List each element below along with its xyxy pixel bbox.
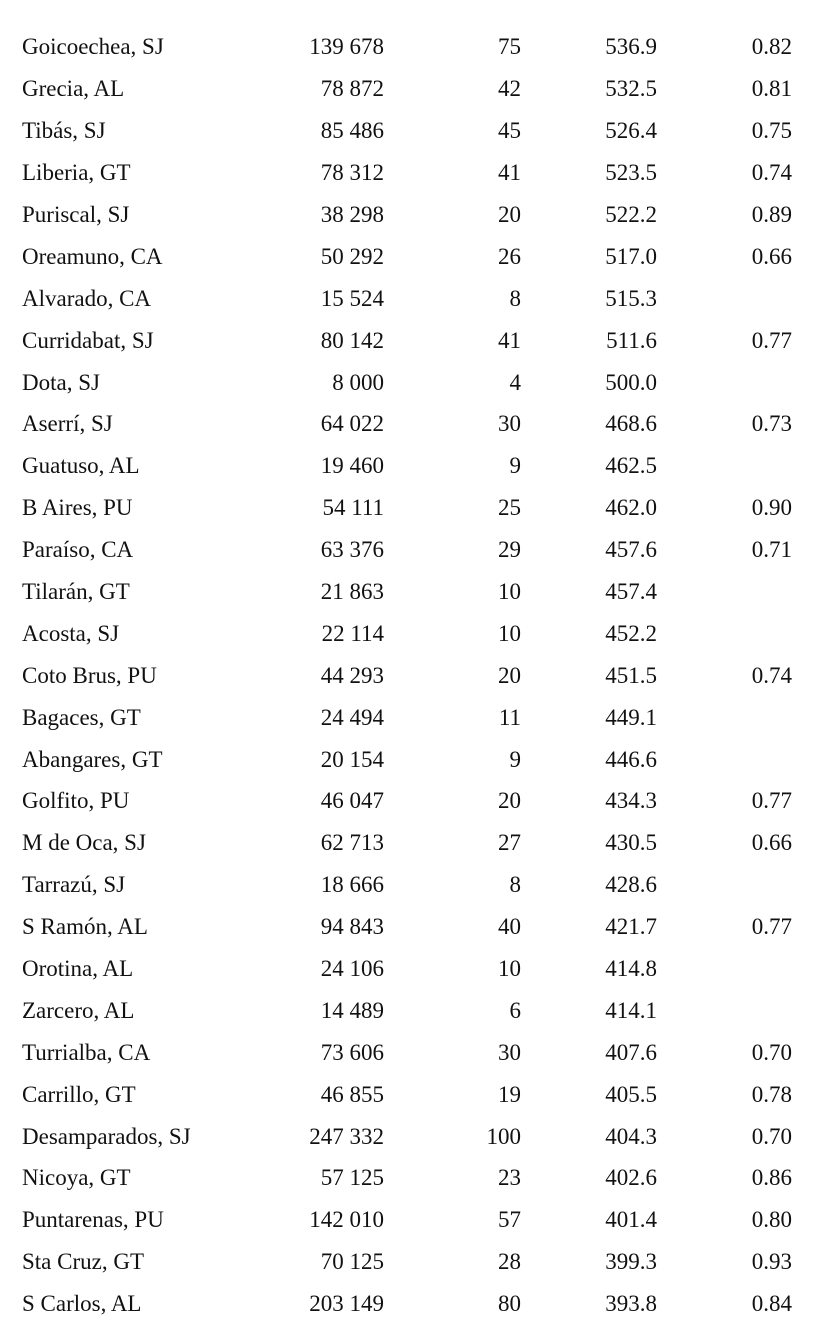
row-padding [792,780,822,822]
place-cell: Paraíso, CA [22,537,134,563]
place-cell: M de Oca, SJ [22,830,146,856]
index-cell: 0.71 [751,537,792,563]
row-padding [792,822,822,864]
cases-cell: 8 [509,872,521,898]
row-padding [792,696,822,738]
index-cell: 0.77 [751,914,792,940]
index-cell: 0.70 [751,1039,792,1065]
rate-cell: 462.0 [605,495,657,521]
cases-cell: 26 [498,243,521,269]
table-row [0,654,822,696]
population-cell: 94 843 [320,914,384,940]
index-cell: 0.66 [751,830,792,856]
place-cell: S Carlos, AL [22,1291,142,1317]
table-row [0,571,822,613]
place-cell: Carrillo, GT [22,1081,136,1107]
table-row [0,1157,822,1199]
place-cell: B Aires, PU [22,495,133,521]
row-padding [792,68,822,110]
canton-data-table [0,26,822,1325]
cases-cell: 40 [498,914,521,940]
place-cell: Guatuso, AL [22,453,140,479]
table-row [0,445,822,487]
table-row [0,403,822,445]
population-cell: 24 494 [320,704,384,730]
index-cell [657,989,792,1031]
index-cell [657,948,792,990]
index-cell: 0.81 [751,76,792,102]
rate-cell: 402.6 [605,1165,657,1191]
table-row [0,948,822,990]
place-cell: Bagaces, GT [22,704,141,730]
cases-cell: 45 [498,118,521,144]
table-row [0,696,822,738]
place-cell: Sta Cruz, GT [22,1249,145,1275]
row-padding [792,864,822,906]
population-cell: 142 010 [309,1207,384,1233]
rate-cell: 430.5 [605,830,657,856]
row-padding [792,529,822,571]
cases-cell: 11 [498,704,521,730]
index-cell [657,864,792,906]
cases-cell: 42 [498,76,521,102]
index-cell: 0.80 [751,1207,792,1233]
index-cell: 0.84 [751,1291,792,1317]
population-cell: 24 106 [320,956,384,982]
population-cell: 85 486 [320,118,384,144]
population-cell: 22 114 [321,620,384,646]
row-padding [792,989,822,1031]
row-padding [792,194,822,236]
rate-cell: 526.4 [605,118,657,144]
row-padding [792,110,822,152]
cases-cell: 20 [498,788,521,814]
index-cell [657,361,792,403]
table-row [0,110,822,152]
cases-cell: 25 [498,495,521,521]
index-cell: 0.66 [751,243,792,269]
cases-cell: 19 [498,1081,521,1107]
population-cell: 46 047 [320,788,384,814]
row-padding [792,1283,822,1325]
rate-cell: 399.3 [605,1249,657,1275]
table-row [0,1031,822,1073]
table-row [0,1283,822,1325]
rate-cell: 414.8 [605,956,657,982]
row-padding [792,1199,822,1241]
cases-cell: 41 [498,160,521,186]
index-cell: 0.75 [751,118,792,144]
table-row [0,1115,822,1157]
place-cell: Coto Brus, PU [22,662,157,688]
cases-cell: 8 [509,285,521,311]
table-row [0,319,822,361]
rate-cell: 401.4 [605,1207,657,1233]
table-row [0,1241,822,1283]
population-cell: 57 125 [320,1165,384,1191]
index-cell [657,696,792,738]
rate-cell: 536.9 [605,34,657,60]
cases-cell: 20 [498,662,521,688]
population-cell: 18 666 [320,872,384,898]
population-cell: 8 000 [332,369,384,395]
row-padding [792,487,822,529]
place-cell: Tarrazú, SJ [22,872,126,898]
row-padding [792,445,822,487]
index-cell: 0.74 [751,662,792,688]
population-cell: 78 872 [320,76,384,102]
row-padding [792,1241,822,1283]
population-cell: 19 460 [320,453,384,479]
index-cell: 0.78 [751,1081,792,1107]
index-cell: 0.77 [751,327,792,353]
cases-cell: 4 [509,369,521,395]
row-padding [792,319,822,361]
place-cell: Dota, SJ [22,369,100,395]
place-cell: Puntarenas, PU [22,1207,164,1233]
population-cell: 54 111 [322,495,384,521]
index-cell [657,738,792,780]
place-cell: Oreamuno, CA [22,243,163,269]
cases-cell: 23 [498,1165,521,1191]
rate-cell: 468.6 [605,411,657,437]
population-cell: 38 298 [320,202,384,227]
cases-cell: 100 [486,1123,521,1149]
cases-cell: 10 [498,956,521,982]
table-row [0,487,822,529]
population-cell: 21 863 [320,579,384,605]
population-cell: 247 332 [309,1123,384,1149]
table-row [0,822,822,864]
place-cell: Desamparados, SJ [22,1123,191,1149]
rate-cell: 511.6 [606,327,657,353]
row-padding [792,1073,822,1115]
population-cell: 73 606 [320,1039,384,1065]
cases-cell: 57 [498,1207,521,1233]
table-row [0,612,822,654]
place-cell: Goicoechea, SJ [22,34,164,60]
index-cell: 0.93 [751,1249,792,1275]
rate-cell: 393.8 [605,1291,657,1317]
place-cell: Zarcero, AL [22,997,135,1023]
table-row [0,361,822,403]
row-padding [792,1157,822,1199]
cases-cell: 20 [498,202,521,227]
place-cell: Grecia, AL [22,76,125,102]
index-cell [657,612,792,654]
cases-cell: 10 [498,620,521,646]
place-cell: Tilarán, GT [22,579,130,605]
cases-cell: 6 [509,997,521,1023]
table-row [0,738,822,780]
population-cell: 44 293 [320,662,384,688]
table-row [0,989,822,1031]
table-body [0,26,822,1325]
rate-cell: 449.1 [605,704,657,730]
place-cell: S Ramón, AL [22,914,148,940]
rate-cell: 462.5 [605,453,657,479]
row-padding [792,906,822,948]
place-cell: Turrialba, CA [22,1039,151,1065]
index-cell [657,277,792,319]
population-cell: 70 125 [320,1249,384,1275]
cases-cell: 27 [498,830,521,856]
table-row [0,864,822,906]
table-row [0,1073,822,1115]
rate-cell: 500.0 [605,369,657,395]
rate-cell: 532.5 [605,76,657,102]
index-cell: 0.90 [751,495,792,521]
row-padding [792,361,822,403]
place-cell: Puriscal, SJ [22,202,130,227]
place-cell: Golfito, PU [22,788,130,814]
rate-cell: 515.3 [605,285,657,311]
rate-cell: 457.6 [605,537,657,563]
cases-cell: 9 [509,746,521,772]
place-cell: Liberia, GT [22,160,131,186]
population-cell: 80 142 [320,327,384,353]
row-padding [792,26,822,68]
rate-cell: 434.3 [605,788,657,814]
index-cell: 0.86 [751,1165,792,1191]
rate-cell: 523.5 [605,160,657,186]
rate-cell: 452.2 [605,620,657,646]
rate-cell: 404.3 [605,1123,657,1149]
table-row [0,194,822,236]
cases-cell: 30 [498,1039,521,1065]
row-padding [792,235,822,277]
place-cell: Orotina, AL [22,956,134,982]
index-cell: 0.73 [751,411,792,437]
table-row [0,529,822,571]
rate-cell: 414.1 [605,997,657,1023]
rate-cell: 446.6 [605,746,657,772]
place-cell: Alvarado, CA [22,285,152,311]
row-padding [792,1115,822,1157]
cases-cell: 29 [498,537,521,563]
rate-cell: 451.5 [605,662,657,688]
index-cell [657,445,792,487]
population-cell: 46 855 [320,1081,384,1107]
index-cell [657,571,792,613]
population-cell: 64 022 [320,411,384,437]
index-cell: 0.77 [751,788,792,814]
row-padding [792,948,822,990]
index-cell: 0.82 [751,34,792,60]
population-cell: 20 154 [320,746,384,772]
index-cell: 0.74 [751,160,792,186]
table-row [0,277,822,319]
row-padding [792,403,822,445]
table-row [0,235,822,277]
population-cell: 62 713 [320,830,384,856]
population-cell: 78 312 [320,160,384,186]
cases-cell: 75 [498,34,521,60]
index-cell: 0.70 [751,1123,792,1149]
population-cell: 63 376 [320,537,384,563]
table-row [0,152,822,194]
place-cell: Acosta, SJ [22,620,120,646]
rate-cell: 522.2 [605,202,657,227]
table-row [0,68,822,110]
cases-cell: 30 [498,411,521,437]
cases-cell: 80 [498,1291,521,1317]
population-cell: 203 149 [309,1291,384,1317]
index-cell: 0.89 [751,202,792,227]
place-cell: Abangares, GT [22,746,163,772]
rate-cell: 457.4 [605,579,657,605]
row-padding [792,738,822,780]
row-padding [792,571,822,613]
cases-cell: 28 [498,1249,521,1275]
table-row [0,26,822,68]
cases-cell: 41 [498,327,521,353]
rate-cell: 428.6 [605,872,657,898]
cases-cell: 10 [498,579,521,605]
place-cell: Tibás, SJ [22,118,106,144]
place-cell: Aserrí, SJ [22,411,113,437]
place-cell: Nicoya, GT [22,1165,131,1191]
row-padding [792,152,822,194]
rate-cell: 517.0 [605,243,657,269]
population-cell: 15 524 [320,285,384,311]
population-cell: 14 489 [320,997,384,1023]
row-padding [792,654,822,696]
rate-cell: 407.6 [605,1039,657,1065]
row-padding [792,612,822,654]
rate-cell: 405.5 [605,1081,657,1107]
population-cell: 50 292 [320,243,384,269]
rate-cell: 421.7 [605,914,657,940]
table-row [0,906,822,948]
table-row [0,1199,822,1241]
place-cell: Curridabat, SJ [22,327,154,353]
table-row [0,780,822,822]
population-cell: 139 678 [309,34,384,60]
cases-cell: 9 [509,453,521,479]
row-padding [792,277,822,319]
row-padding [792,1031,822,1073]
